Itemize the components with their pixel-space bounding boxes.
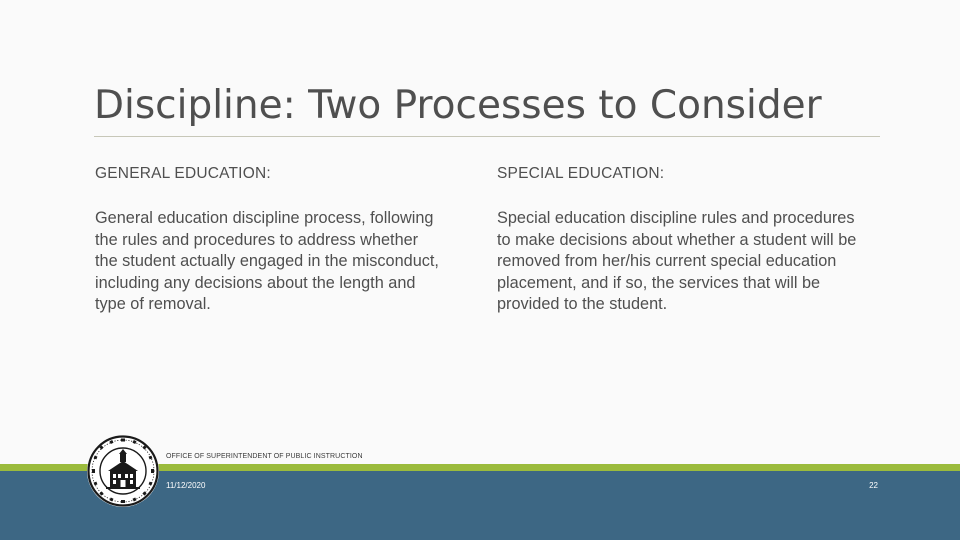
footer-date: 11/12/2020: [166, 481, 206, 490]
title-divider: [94, 136, 880, 137]
page-number: 22: [869, 481, 878, 490]
special-education-body: Special education discipline rules and procedures to make decisions about whether a student will be removed from her/his current special education placement, and if so, the services that will be provided to the student.: [497, 209, 857, 314]
special-education-column: [497, 164, 869, 316]
general-education-body: General education discipline process, following the rules and procedures to address whether the student actually engaged in the misconduct, including any decisions about the length and type of removal.: [95, 209, 439, 314]
footer-office-name: OFFICE OF SUPERINTENDENT OF PUBLIC INSTRUCTION: [166, 453, 363, 460]
state-seal-icon: [86, 434, 160, 508]
general-education-heading: GENERAL EDUCATION:: [95, 165, 271, 182]
general-education-column: [95, 164, 445, 316]
slide-title: Discipline: Two Processes to Consider: [94, 83, 822, 128]
special-education-heading: SPECIAL EDUCATION:: [497, 165, 665, 182]
